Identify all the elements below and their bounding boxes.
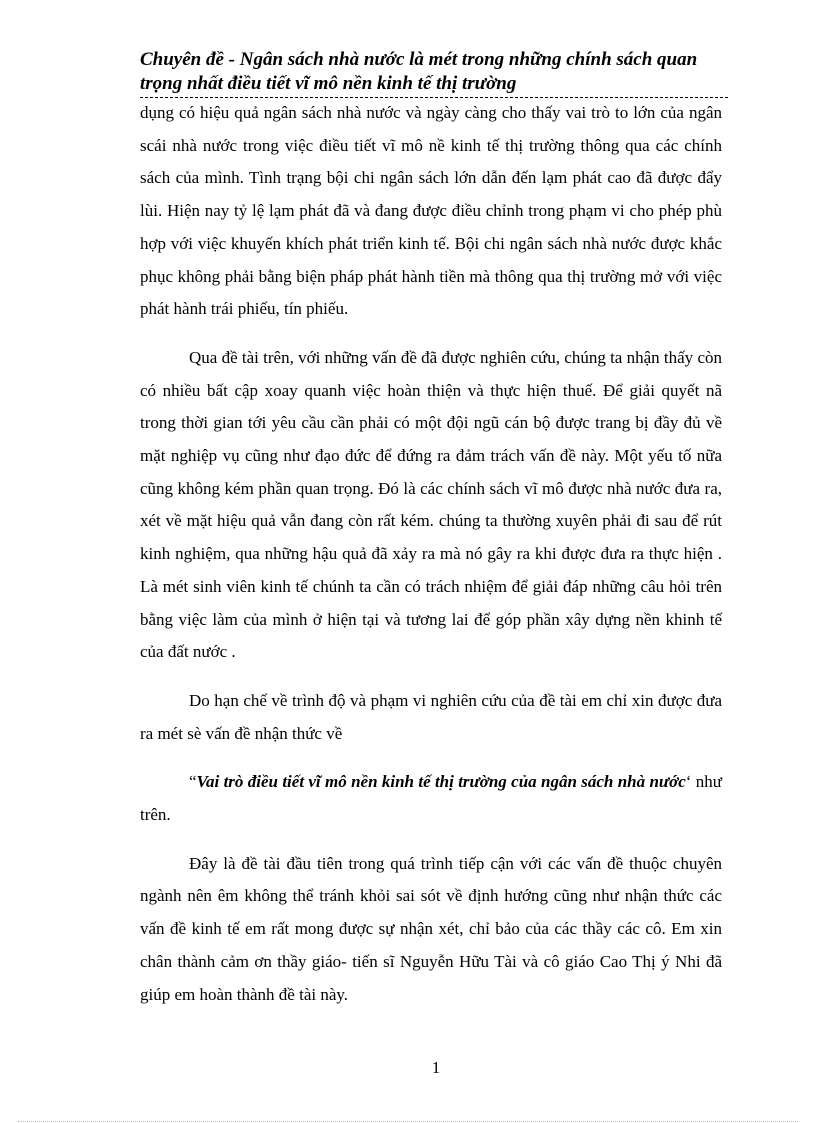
page-bottom-divider bbox=[18, 1121, 798, 1122]
topic-title-suffix: ‘ như trên. bbox=[140, 772, 723, 825]
page-header-title: Chuyên đề - Ngân sách nhà nước là mét trong những chính sách quan trọng nhất điều tiết vĩ mô nền kinh tế thị trường bbox=[140, 48, 728, 98]
paragraph-topic-title bbox=[140, 766, 722, 831]
paragraph-limitation: Do hạn chế về trình độ và phạm vi nghiên cứu của đề tài em chỉ xin được đưa ra mét sè vấn đề nhận thức về bbox=[140, 690, 722, 743]
topic-title-emphasis: Vai trò điều tiết vĩ mô nền kinh tế thị trường của ngân sách nhà nước bbox=[196, 772, 686, 792]
quote-open: “ bbox=[189, 772, 197, 792]
paragraph-acknowledgement: Đây là đề tài đầu tiên trong quá trình tiếp cận với các vấn đề thuộc chuyên ngành nên êm không thể tránh khỏi sai sót về định hướng cũng như nhận thức các vấn đề kinh tế em rất mong được sự nhận xét, chỉ bảo của các thầy các cô. Em xin chân thành cảm ơn thầy giáo- tiến sĩ Nguyễn Hữu Tài và cô giáo Cao Thị ý Nhi đã giúp em hoàn thành đề tài này. bbox=[140, 853, 722, 1004]
paragraph-conclusion: Qua đề tài trên, với những vấn đề đã được nghiên cứu, chúng ta nhận thấy còn có nhiều bất cập xoay quanh việc hoàn thiện và thực hiện thuế. Để giải quyết nã trong thời gian tới yêu cầu cần phải có một đội ngũ cán bộ được trang bị đầy đủ về mặt nghiệp vụ cũng như đạo đức để đứng ra đảm trách vấn đề này. Một yếu tố nữa cũng không kém phần quan trọng. Đó là các chính sách vĩ mô được nhà nước đưa ra, xét về mặt hiệu quả vẫn đang còn rất kém. chúng ta thường xuyên phải đi sau để rút kinh nghiệm, qua những hậu quả đã xảy ra mà nó gây ra khi được đưa ra thực hiện . Là mét sinh viên kinh tế chúnh ta cần có trách nhiệm để giải đáp những câu hỏi trên bằng việc làm của mình ở hiện tại và tương lai để góp phần xây dựng nền khinh tế của đất nước . bbox=[140, 347, 722, 662]
page-number: 1 bbox=[431, 1058, 441, 1077]
paragraph-continuation: dụng có hiệu quả ngân sách nhà nước và ngày càng cho thấy vai trò to lớn của ngân scái nhà nước trong việc điều tiết vĩ mô nề kinh tế thị trường thông qua các chính sách của mình. Tình trạng bội chi ngân sách lớn dẫn đến lạm phát cao đã được đẩy lùi. Hiện nay tỷ lệ lạm phát đã và đang được điều chỉnh trong phạm vi cho phép phù hợp với việc khuyến khích phát triển kinh tế. Bội chi ngân sách nhà nước được khắc phục không phải bằng biện pháp phát hành tiền mà thông qua thị trường mở với việc phát hành trái phiếu, tín phiếu. bbox=[140, 103, 722, 319]
document-body bbox=[140, 97, 722, 1011]
